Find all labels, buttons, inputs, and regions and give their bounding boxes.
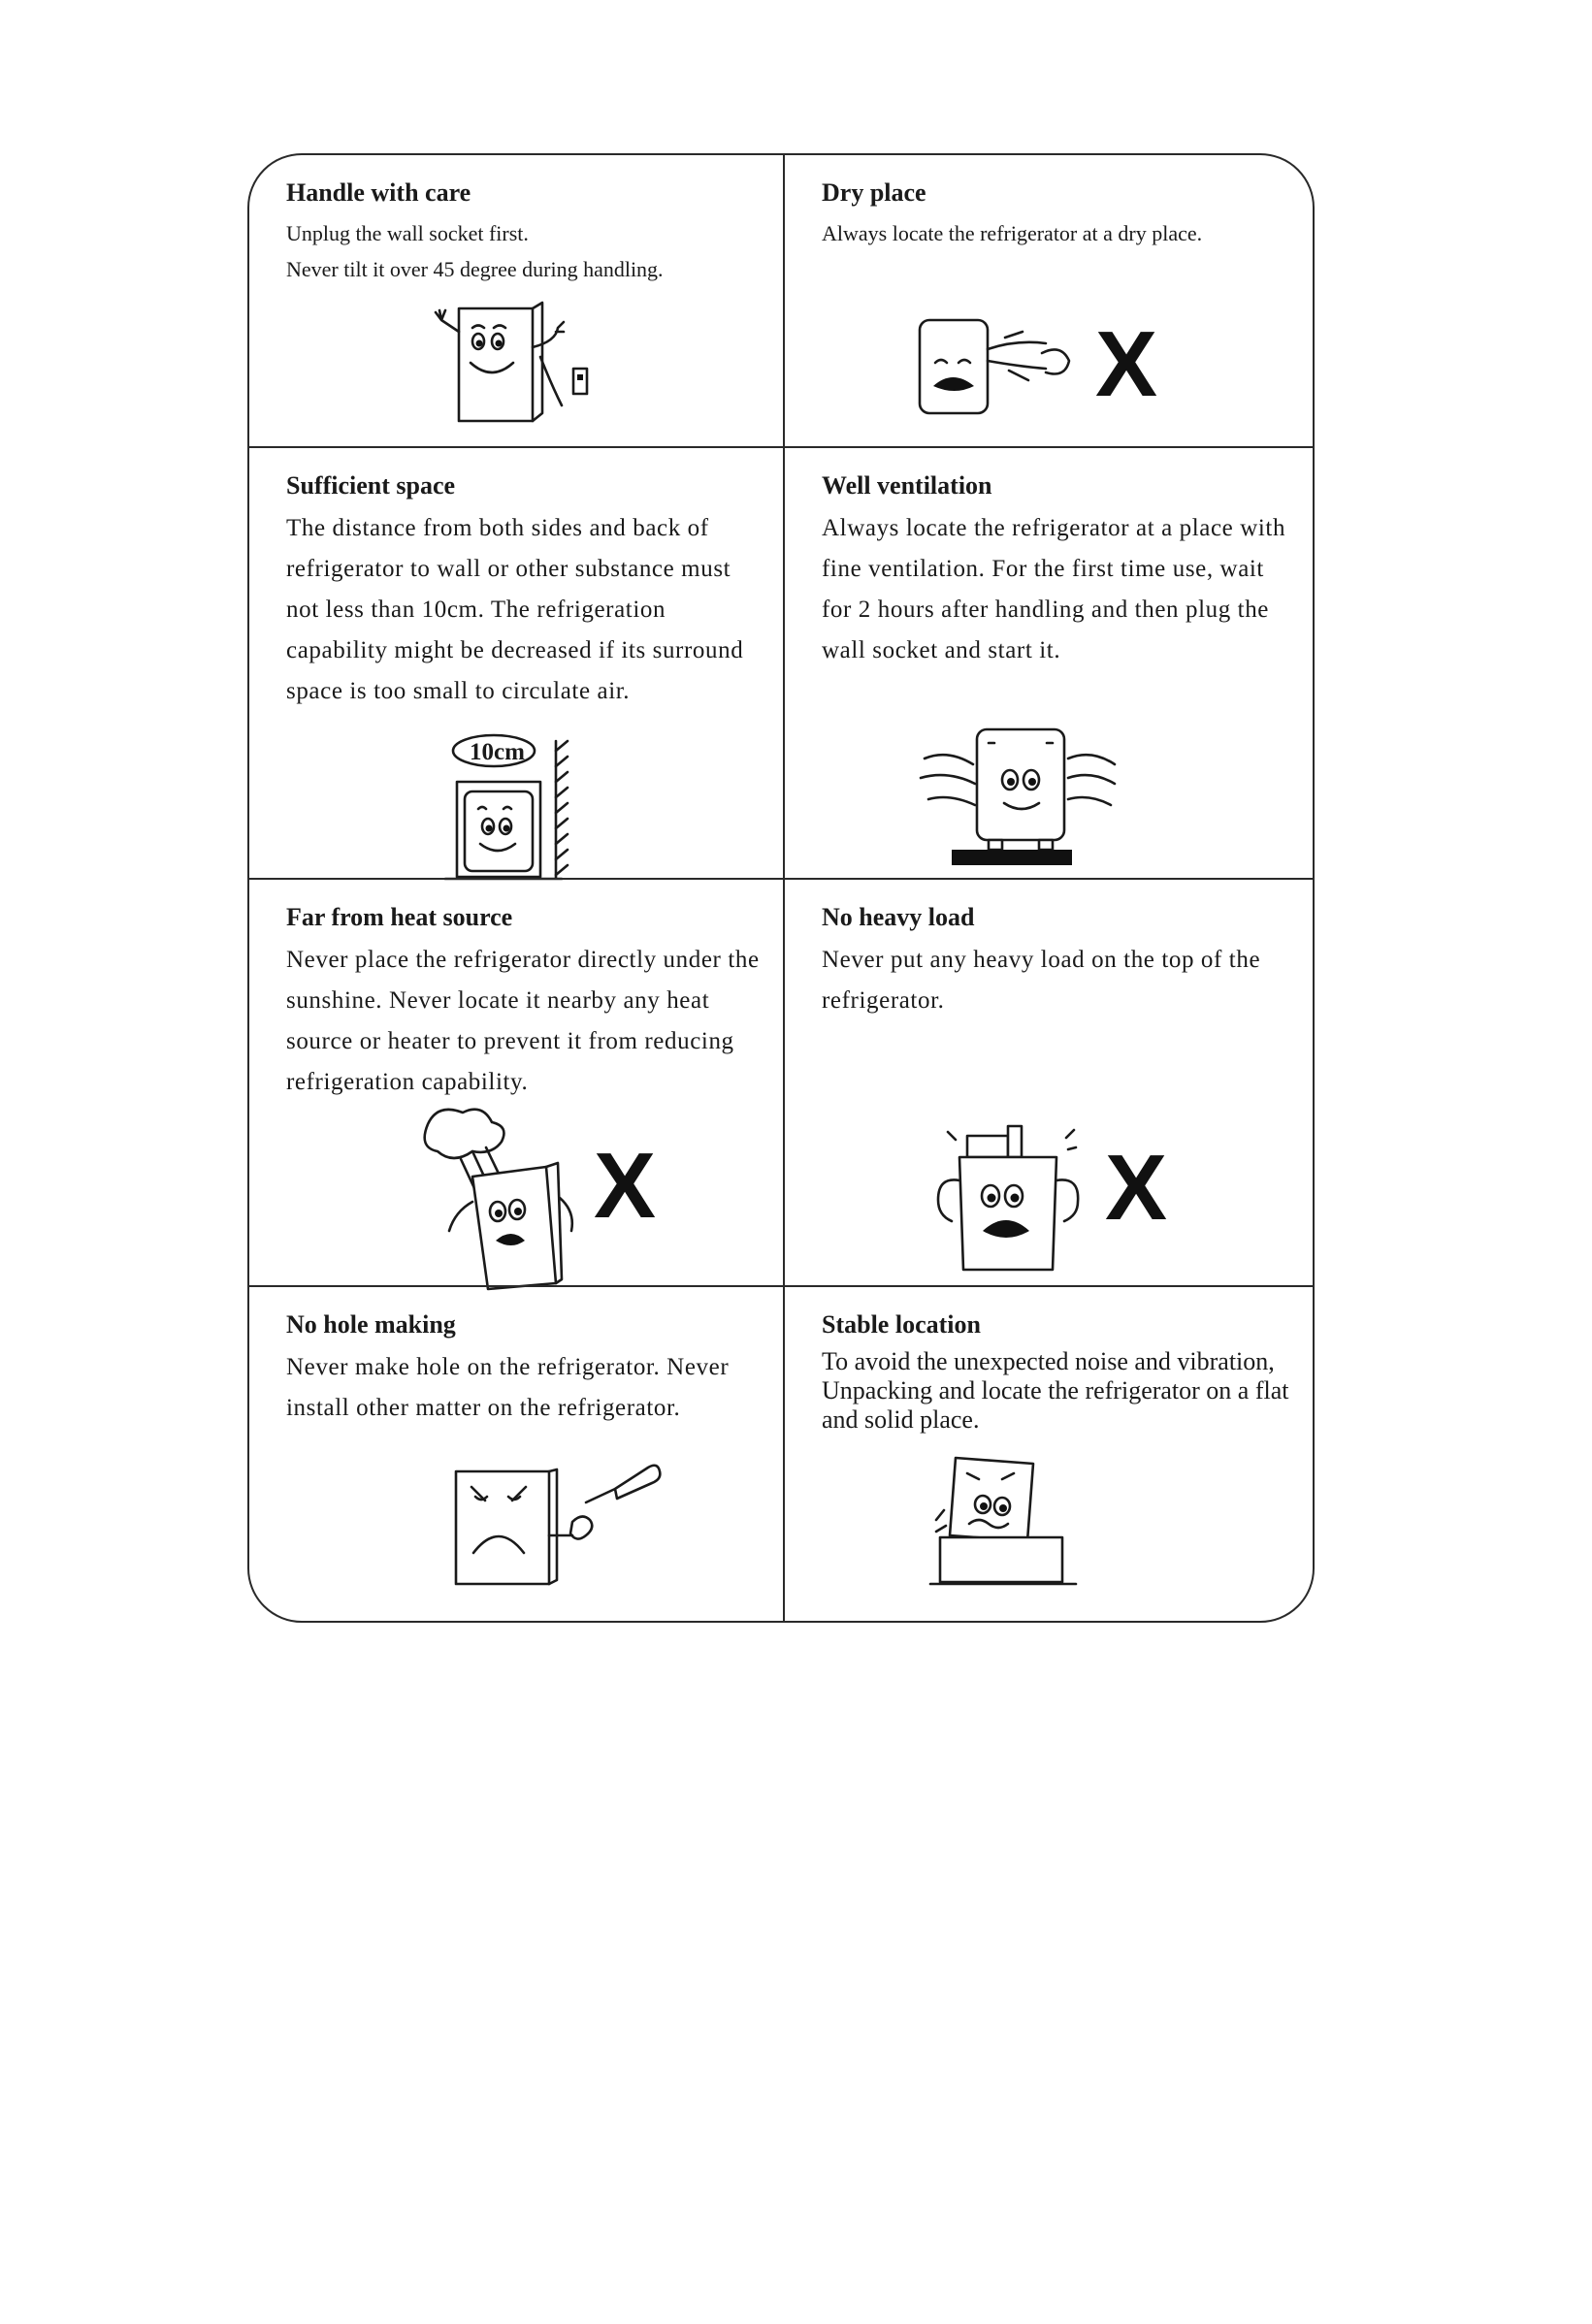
section-stable-location bbox=[783, 1285, 1315, 1623]
section-title: No hole making bbox=[286, 1310, 456, 1339]
prohibited-mark: X bbox=[594, 1134, 657, 1238]
section-title: Stable location bbox=[822, 1310, 981, 1339]
prohibited-mark: X bbox=[1095, 312, 1158, 416]
safety-grid bbox=[247, 153, 1315, 1623]
section-sufficient-space bbox=[249, 446, 783, 878]
section-body-line: Unplug the wall socket first. bbox=[286, 221, 529, 245]
section-body: Always locate the refrigerator at a place with fine ventilation. For the first time use, wait for 2 hours after handling and then plug the wall socket and start it. bbox=[822, 515, 1286, 663]
section-body: To avoid the unexpected noise and vibration, Unpacking and locate the refrigerator on a flat and solid place. bbox=[822, 1347, 1289, 1434]
fridge-drill-icon bbox=[448, 1462, 681, 1588]
section-title: Well ventilation bbox=[822, 471, 992, 500]
section-body: Never put any heavy load on the top of the refrigerator. bbox=[822, 947, 1261, 1014]
fridge-crying-wet-icon bbox=[916, 310, 1090, 417]
section-body-line: Never tilt it over 45 degree during handling. bbox=[286, 257, 664, 281]
fridge-sun-heat-icon bbox=[414, 1105, 599, 1279]
prohibited-mark: X bbox=[1105, 1136, 1168, 1240]
section-body: Never place the refrigerator directly under the sunshine. Never locate it nearby any heat source or heater to prevent it from reducing refrigeration capability. bbox=[286, 947, 760, 1095]
section-body-line: Always locate the refrigerator at a dry place. bbox=[822, 221, 1203, 245]
section-title: Far from heat source bbox=[286, 903, 513, 931]
section-body: The distance from both sides and back of refrigerator to wall or other substance must not less than 10cm. The refrigeration capability might be decreased if its surround space is too small to circulate air. bbox=[286, 515, 744, 704]
section-well-ventilation bbox=[783, 446, 1315, 878]
section-dry-place bbox=[783, 155, 1315, 446]
section-body: Never make hole on the refrigerator. Never install other matter on the refrigerator. bbox=[286, 1354, 730, 1421]
section-no-heavy-load bbox=[783, 878, 1315, 1285]
section-title: Dry place bbox=[822, 178, 926, 207]
fridge-happy-plug-icon bbox=[434, 299, 608, 425]
distance-tag: 10cm bbox=[470, 739, 525, 765]
fridge-ventilation-icon bbox=[921, 720, 1115, 865]
fridge-heavy-load-icon bbox=[930, 1122, 1095, 1277]
section-no-hole-making bbox=[249, 1285, 783, 1623]
section-title: Sufficient space bbox=[286, 471, 456, 500]
section-far-from-heat-source bbox=[249, 878, 783, 1285]
fridge-unstable-icon bbox=[930, 1452, 1095, 1588]
section-title: No heavy load bbox=[822, 903, 975, 931]
section-title: Handle with care bbox=[286, 178, 471, 207]
section-handle-with-care bbox=[249, 155, 783, 446]
